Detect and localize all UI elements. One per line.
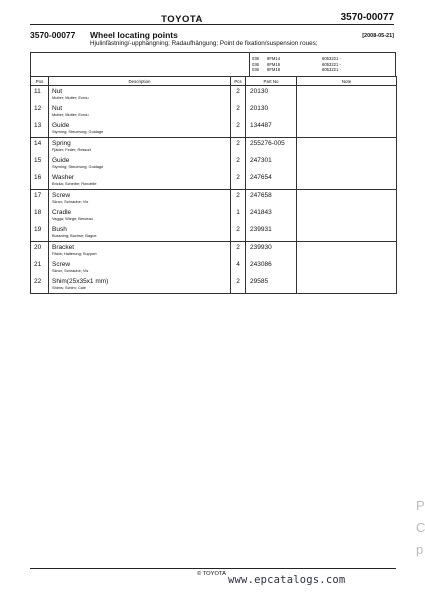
pos-cell: 12 <box>31 103 49 120</box>
description-cell <box>49 86 231 104</box>
serial-range-column: 6053221 - 6053221 - 6053221 - <box>322 56 341 73</box>
qty-header: Pcs <box>231 77 246 86</box>
description-cell <box>49 190 231 208</box>
table-row <box>31 138 397 156</box>
part-translations: Vagga; Wiege; Berceau <box>52 216 93 221</box>
part-number-cell: 243086 <box>246 259 297 276</box>
description-cell <box>49 103 231 120</box>
table-row <box>31 103 397 120</box>
part-name: Screw <box>52 261 71 268</box>
part-name: Guide <box>52 157 70 164</box>
qty-cell: 2 <box>231 276 246 294</box>
note-cell <box>297 155 397 172</box>
qty-cell: 2 <box>231 120 246 138</box>
qty-cell: 1 <box>231 207 246 224</box>
watermark: www.epcatalogs.com <box>228 574 346 586</box>
table-row <box>31 155 397 172</box>
description-cell <box>49 224 231 242</box>
header-rule <box>30 24 394 25</box>
qty-cell: 2 <box>231 155 246 172</box>
edge-letter: C <box>416 520 425 535</box>
part-translations: Bussning; Buchse; Bague <box>52 233 97 238</box>
part-name: Cradle <box>52 209 72 216</box>
table-header-row <box>31 77 397 86</box>
description-cell <box>49 259 231 276</box>
part-number-cell: 247301 <box>246 155 297 172</box>
model-series-column: 036 036 036 <box>252 56 259 73</box>
part-name: Screw <box>52 192 71 199</box>
table-row <box>31 172 397 190</box>
pos-cell: 14 <box>31 138 49 156</box>
part-name: Bush <box>52 226 67 233</box>
part-translations: Styrning; Steuerung; Guidage <box>52 129 104 134</box>
pos-cell: 19 <box>31 224 49 242</box>
note-cell <box>297 259 397 276</box>
part-translations: Bricka; Scheibe; Rondelle <box>52 181 97 186</box>
part-number-cell: 247658 <box>246 190 297 208</box>
part-translations: Fjäder; Feder; Ressort <box>52 147 91 152</box>
part-number-cell: 20130 <box>246 103 297 120</box>
part-number-cell: 241843 <box>246 207 297 224</box>
table-row <box>31 86 397 104</box>
section-title: Wheel locating points <box>90 30 178 40</box>
section-code: 3570-00077 <box>30 30 76 40</box>
edge-letter: p <box>416 542 424 557</box>
table-row <box>31 259 397 276</box>
pos-cell: 21 <box>31 259 49 276</box>
description-cell <box>49 138 231 156</box>
table-row <box>31 224 397 242</box>
qty-cell: 2 <box>231 224 246 242</box>
section-subtitle: Hjulinfästning/-upphängning; Radaufhängung; Point de fixation/suspension roues; <box>90 40 318 47</box>
part-translations: Skruv; Schraube; Vis <box>52 268 89 273</box>
part-number-cell: 255276-005 <box>246 138 297 156</box>
description-cell <box>49 120 231 138</box>
note-cell <box>297 224 397 242</box>
qty-cell: 2 <box>231 103 246 120</box>
part-number-cell: 239931 <box>246 224 297 242</box>
note-cell <box>297 172 397 190</box>
part-translations: Mutter; Mutter; Ecrou <box>52 112 89 117</box>
page-code: 3570-00077 <box>340 12 394 23</box>
table-row <box>31 207 397 224</box>
part-name: Washer <box>52 174 75 181</box>
note-cell <box>297 276 397 294</box>
note-cell <box>297 138 397 156</box>
pos-cell: 16 <box>31 172 49 190</box>
part-name: Shim(25x35x1 mm) <box>52 278 109 285</box>
note-cell <box>297 242 397 260</box>
description-cell <box>49 207 231 224</box>
part-number-cell: 247654 <box>246 172 297 190</box>
qty-cell: 2 <box>231 138 246 156</box>
part-number-cell: 134487 <box>246 120 297 138</box>
note-cell <box>297 103 397 120</box>
revision-date: [2008-05-21] <box>362 33 394 39</box>
qty-cell: 2 <box>231 190 246 208</box>
table-row <box>31 242 397 260</box>
pos-cell: 20 <box>31 242 49 260</box>
description-cell <box>49 242 231 260</box>
pos-cell: 17 <box>31 190 49 208</box>
part-translations: Skruv; Schraube; Vis <box>52 199 89 204</box>
model-name-column: 8FM14 8FM16 8FM18 <box>267 56 281 73</box>
model-applicability-box <box>30 52 396 77</box>
edge-letter: P <box>416 498 425 513</box>
qty-cell: 2 <box>231 172 246 190</box>
note-cell <box>297 120 397 138</box>
part-translations: Fäste; Halterung; Support <box>52 251 97 256</box>
part-name: Guide <box>52 122 70 129</box>
part-translations: Mutter; Mutter; Ecrou <box>52 95 89 100</box>
note-cell <box>297 86 397 104</box>
part-number-cell: 239930 <box>246 242 297 260</box>
note-cell <box>297 190 397 208</box>
part-translations: Styrning; Steuerung; Guidage <box>52 164 104 169</box>
part-name: Spring <box>52 140 71 147</box>
pos-cell: 15 <box>31 155 49 172</box>
parts-table-body <box>31 86 397 294</box>
description-cell <box>49 155 231 172</box>
qty-cell: 2 <box>231 86 246 104</box>
qty-cell: 2 <box>231 242 246 260</box>
description-header: Description <box>49 77 231 86</box>
table-row <box>31 276 397 294</box>
part-number-cell: 20130 <box>246 86 297 104</box>
pos-header: Pos <box>31 77 49 86</box>
part-name: Nut <box>52 88 63 95</box>
part-name: Nut <box>52 105 63 112</box>
table-row <box>31 120 397 138</box>
brand-header: TOYOTA <box>161 14 203 25</box>
description-cell <box>49 276 231 294</box>
pos-cell: 13 <box>31 120 49 138</box>
part-name: Bracket <box>52 244 75 251</box>
part-translations: Shims; Schim; Cale <box>52 285 86 290</box>
table-row <box>31 190 397 208</box>
part-number-cell: 29585 <box>246 276 297 294</box>
pos-cell: 18 <box>31 207 49 224</box>
pos-cell: 22 <box>31 276 49 294</box>
description-cell <box>49 172 231 190</box>
qty-cell: 4 <box>231 259 246 276</box>
copyright: © TOYOTA <box>196 571 227 577</box>
note-cell <box>297 207 397 224</box>
part-no-header: Part No <box>246 77 297 86</box>
note-header: Note <box>297 77 397 86</box>
footer-rule <box>30 568 396 569</box>
pos-cell: 11 <box>31 86 49 104</box>
parts-table <box>30 76 397 294</box>
